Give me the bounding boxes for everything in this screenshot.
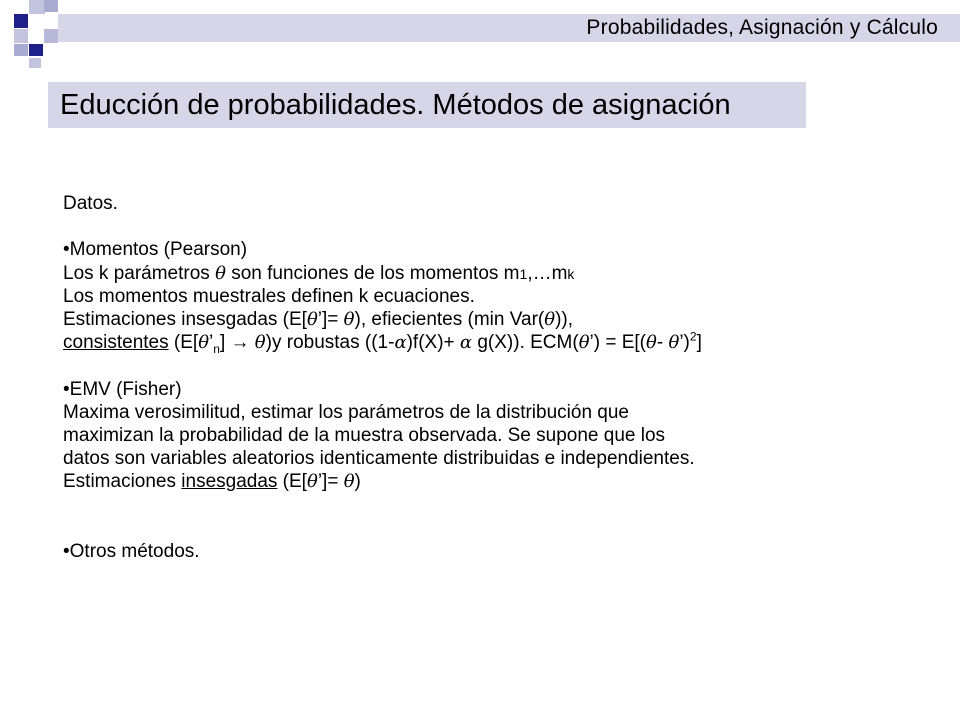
emv-line-4: Estimaciones insesgadas (E[θ’]= θ) — [63, 471, 361, 493]
corner-square-light-4 — [14, 44, 28, 56]
corner-square-light-1 — [29, 0, 45, 14]
corner-square-light-5 — [44, 29, 58, 43]
running-title: Probabilidades, Asignación y Cálculo — [586, 16, 938, 39]
momentos-line-3: Estimaciones insesgadas (E[θ’]= θ), efiecientes (min Var(θ)), — [63, 308, 573, 330]
momentos-line-2: Los momentos muestrales definen k ecuaciones. — [63, 285, 475, 307]
otros-bullet: •Otros métodos. — [63, 540, 200, 562]
momentos-line-4: consistentes $(E[\theta’_n] \to \theta)y$ robustas ((1-α)f(X)+ α g(X)). ECM(θ’) = E[(θ- θ’)$^2$] — [63, 329, 702, 356]
emv-bullet: •EMV (Fisher) — [63, 378, 182, 400]
corner-square-dark-2 — [29, 44, 43, 56]
momentos-line-1: Los k parámetros θ son funciones de los momentos m1,…mk — [63, 262, 575, 284]
slide-body — [63, 192, 923, 563]
datos-line: Datos. — [63, 193, 118, 214]
corner-square-light-6 — [29, 58, 41, 68]
slide-title: Educción de probabilidades. Métodos de asignación — [48, 82, 806, 128]
corner-square-light-3 — [44, 0, 58, 12]
emv-line-2: maximizan la probabilidad de la muestra observada. Se supone que los — [63, 424, 666, 446]
emv-line-1: Maxima verosimilitud, estimar los parámetros de la distribución que — [63, 401, 630, 423]
emv-line-3: datos son variables aleatorios identicamente distribuidas e independientes. — [63, 448, 695, 470]
corner-square-light-2 — [14, 29, 28, 43]
corner-square-dark-1 — [14, 14, 28, 28]
momentos-bullet: •Momentos (Pearson) — [63, 239, 248, 261]
